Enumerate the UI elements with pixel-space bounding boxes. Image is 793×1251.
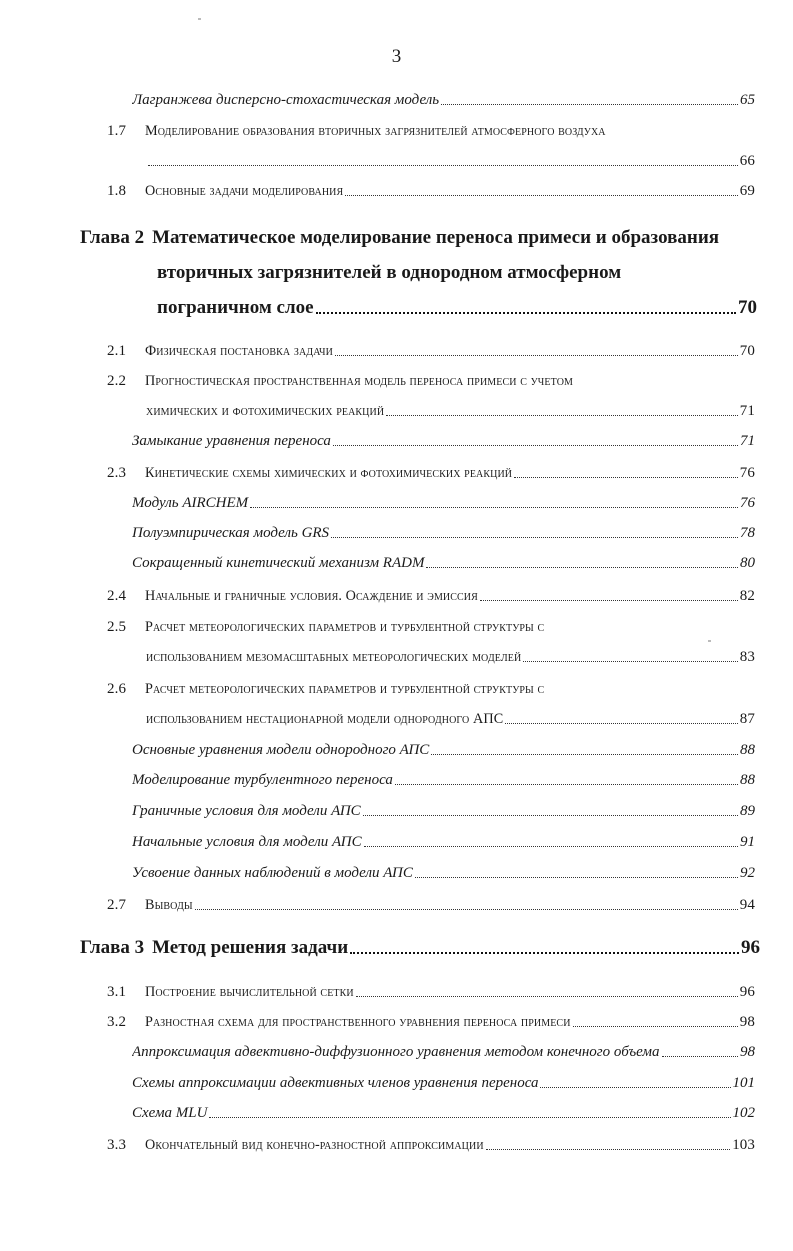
leader-dots: [386, 414, 738, 416]
toc-entry-page: 71: [740, 433, 755, 449]
section-number: 2.4: [107, 588, 127, 604]
chapter-number: Глава 3: [80, 937, 145, 958]
toc-entry[interactable]: [132, 555, 755, 572]
toc-entry[interactable]: [132, 433, 755, 450]
chapter-title-line-2: вторичных загрязнителей в однородном атмосферном: [157, 262, 622, 283]
toc-entry-label: Схема MLU: [132, 1105, 208, 1121]
toc-entry-page: 76: [740, 495, 755, 511]
section-number: 3.1: [107, 984, 127, 1000]
toc-entry[interactable]: [132, 834, 755, 851]
toc-entry[interactable]: [132, 1105, 755, 1122]
toc-entry-label: использованием мезомасштабных метеорологических моделей: [146, 649, 522, 665]
toc-entry[interactable]: [107, 123, 755, 140]
section-number: 2.7: [107, 897, 127, 913]
toc-entry-page: 80: [740, 555, 755, 571]
toc-entry-label: Разностная схема для пространственного уравнения переноса примеси: [145, 1014, 571, 1030]
toc-entry[interactable]: [132, 92, 755, 109]
toc-entry-page: 92: [740, 865, 755, 881]
section-number: 1.7: [107, 123, 127, 139]
toc-entry-label: Окончательный вид конечно-разностной аппроксимации: [145, 1137, 484, 1153]
toc-entry[interactable]: [132, 742, 755, 759]
toc-entry-label: Прогностическая пространственная модель переноса примеси с учетом: [145, 373, 574, 389]
toc-entry-page: 88: [740, 772, 755, 788]
toc-entry-label: Граничные условия для модели АПС: [132, 803, 361, 819]
toc-entry-page: 101: [732, 1075, 755, 1091]
chapter-number: Глава 2: [80, 227, 145, 248]
leader-dots: [573, 1025, 738, 1027]
toc-entry[interactable]: [107, 619, 755, 636]
chapter-page: 96: [741, 937, 760, 958]
toc-entry[interactable]: [107, 984, 755, 1001]
leader-dots: [395, 783, 738, 785]
leader-dots: [540, 1086, 730, 1088]
toc-entry-page: 96: [739, 984, 755, 1000]
section-number: 3.2: [107, 1014, 127, 1030]
toc-entry-label: Начальные и граничные условия. Осаждение и эмиссия: [145, 588, 478, 604]
chapter-heading-line[interactable]: [157, 297, 757, 319]
toc-entry-label: Расчет метеорологических параметров и турбулентной структуры с: [145, 619, 545, 635]
toc-entry-label: Основные задачи моделирования: [145, 183, 344, 199]
toc-entry-label: Полуэмпирическая модель GRS: [132, 525, 330, 541]
toc-entry-label: Сокращенный кинетический механизм RADM: [132, 555, 425, 571]
leader-dots: [441, 103, 738, 105]
toc-entry-continuation[interactable]: [146, 711, 755, 728]
toc-entry-label: Выводы: [145, 897, 193, 913]
toc-entry-label: Расчет метеорологических параметров и турбулентной структуры с: [145, 681, 545, 697]
toc-entry-page: 69: [739, 183, 755, 199]
leader-dots: [505, 722, 738, 724]
section-number: 2.6: [107, 681, 127, 697]
toc-entry-page: 102: [732, 1105, 755, 1121]
toc-entry-page: 94: [739, 897, 755, 913]
toc-entry[interactable]: [132, 495, 755, 512]
toc-entry[interactable]: [107, 681, 755, 698]
leader-dots: [345, 194, 738, 196]
toc-entry-label: Начальные условия для модели АПС: [132, 834, 362, 850]
leader-dots: [335, 354, 738, 356]
toc-entry-label: Усвоение данных наблюдений в модели АПС: [132, 865, 413, 881]
toc-entry[interactable]: [107, 343, 755, 360]
toc-entry-label: использованием нестационарной модели однородного АПС: [146, 711, 504, 727]
toc-entry-label: Замыкание уравнения переноса: [132, 433, 331, 449]
toc-entry-page: 98: [740, 1044, 755, 1060]
leader-dots: [426, 566, 738, 568]
toc-entry-continuation[interactable]: [146, 403, 755, 420]
toc-entry-label: Аппроксимация адвективно-диффузионного уравнения методом конечного объема: [132, 1044, 660, 1060]
toc-entry-page: 89: [740, 803, 755, 819]
leader-dots: [250, 506, 738, 508]
toc-entry[interactable]: [132, 865, 755, 882]
toc-entry-page: 66: [739, 153, 755, 169]
section-number: 2.2: [107, 373, 127, 389]
toc-entry-page: 70: [739, 343, 755, 359]
chapter-title-line-1: Математическое моделирование переноса примеси и образования: [152, 227, 720, 248]
scan-speck: [708, 640, 711, 642]
leader-dots: [356, 995, 738, 997]
leader-dots: [363, 814, 738, 816]
toc-entry-page: 71: [739, 403, 755, 419]
leader-dots: [333, 444, 738, 446]
toc-entry-page: 87: [739, 711, 755, 727]
toc-entry-continuation[interactable]: [146, 649, 755, 666]
leader-dots: [364, 845, 738, 847]
leader-dots: [415, 876, 738, 878]
section-number: 2.3: [107, 465, 127, 481]
chapter-heading-line: [157, 262, 757, 284]
toc-entry-label: Физическая постановка задачи: [145, 343, 333, 359]
leader-dots: [431, 753, 738, 755]
toc-entry-label: Построение вычислительной сетки: [145, 984, 354, 1000]
toc-entry-continuation[interactable]: [146, 153, 755, 170]
toc-entry-label: Основные уравнения модели однородного АПС: [132, 742, 430, 758]
scan-speck: [198, 18, 201, 20]
toc-entry-page: 82: [739, 588, 755, 604]
toc-entry-page: 88: [740, 742, 755, 758]
leader-dots: [480, 599, 738, 601]
toc-entry-page: 78: [740, 525, 755, 541]
toc-entry-label: Кинетические схемы химических и фотохимических реакций: [145, 465, 513, 481]
toc-entry-label: Моделирование образования вторичных загрязнителей атмосферного воздуха: [145, 123, 606, 139]
toc-entry-page: 65: [740, 92, 755, 108]
toc-entry[interactable]: [132, 1044, 755, 1061]
toc-entry[interactable]: [107, 1137, 755, 1154]
section-number: 3.3: [107, 1137, 127, 1153]
leader-dots: [148, 164, 738, 166]
leader-dots: [316, 311, 736, 314]
toc-entry[interactable]: [107, 1014, 755, 1031]
chapter-title: Метод решения задачи: [152, 937, 349, 958]
toc-entry[interactable]: [132, 803, 755, 820]
toc-entry[interactable]: [107, 588, 755, 605]
section-number: 2.5: [107, 619, 127, 635]
toc-entry-page: 91: [740, 834, 755, 850]
chapter-heading[interactable]: [80, 227, 760, 249]
toc-entry[interactable]: [132, 1075, 755, 1092]
toc-entry-label: Лагранжева дисперсно-стохастическая модель: [132, 92, 440, 108]
toc-entry-label: Модуль AIRCHEM: [132, 495, 249, 511]
toc-entry-page: 76: [739, 465, 755, 481]
leader-dots: [209, 1116, 730, 1118]
leader-dots: [195, 908, 738, 910]
toc-entry-page: 98: [739, 1014, 755, 1030]
toc-entry[interactable]: [107, 373, 755, 390]
toc-entry-page: 83: [739, 649, 755, 665]
toc-entry-label: Схемы аппроксимации адвективных членов уравнения переноса: [132, 1075, 539, 1091]
leader-dots: [350, 951, 739, 954]
leader-dots: [514, 476, 738, 478]
toc-entry[interactable]: [132, 525, 755, 542]
toc-entry[interactable]: [107, 465, 755, 482]
toc-entry[interactable]: [132, 772, 755, 789]
leader-dots: [662, 1055, 738, 1057]
toc-entry[interactable]: [107, 897, 755, 914]
toc-entry-label: Моделирование турбулентного переноса: [132, 772, 393, 788]
page-number: 3: [391, 46, 402, 67]
leader-dots: [331, 536, 738, 538]
section-number: 2.1: [107, 343, 127, 359]
toc-entry-page: 103: [732, 1137, 755, 1153]
chapter-title-line-3: пограничном слое: [157, 297, 314, 318]
toc-entry[interactable]: [107, 183, 755, 200]
chapter-page: 70: [738, 297, 757, 318]
chapter-heading[interactable]: [80, 937, 760, 959]
toc-entry-label: химических и фотохимических реакций: [146, 403, 385, 419]
leader-dots: [486, 1148, 731, 1150]
section-number: 1.8: [107, 183, 127, 199]
leader-dots: [523, 660, 738, 662]
